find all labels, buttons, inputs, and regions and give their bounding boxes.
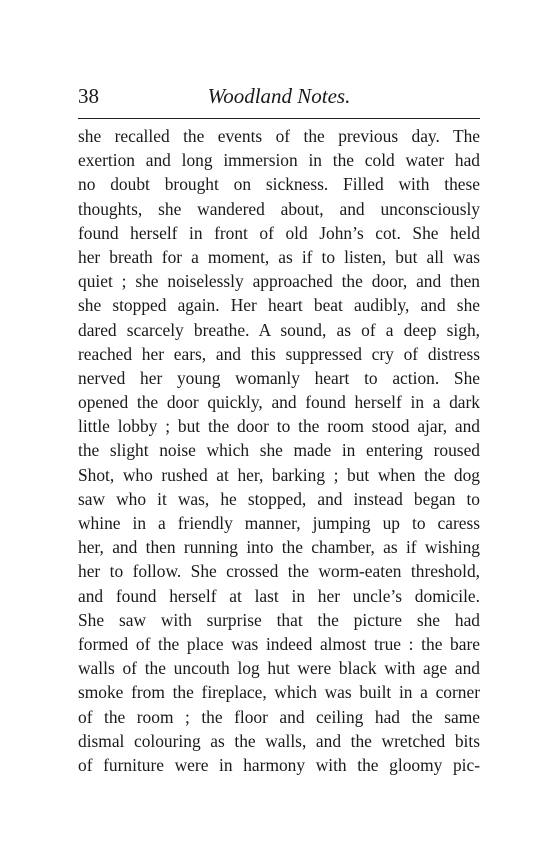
running-title: Woodland Notes. (207, 84, 351, 108)
text-line: She saw with surprise that the picture she had (78, 609, 480, 630)
text-line: and found herself at last in her uncle’s domicile. (78, 585, 480, 606)
text-line: she recalled the events of the previous day. The (78, 126, 480, 146)
page-number: 38 (78, 84, 99, 108)
page-header (78, 82, 480, 116)
text-line: saw who it was, he stopped, and instead began to (78, 488, 480, 509)
text-line: no doubt brought on sickness. Filled with these (78, 174, 480, 195)
text-line: dismal colouring as the walls, and the wretched bits (78, 730, 480, 751)
text-line: formed of the place was indeed almost true : the bare (78, 633, 480, 654)
text-line: quiet ; she noiselessly approached the door, and then (78, 271, 480, 292)
text-line: exertion and long immersion in the cold water had (78, 150, 480, 171)
text-line: her breath for a moment, as if to listen, but all was (78, 246, 480, 267)
text-line: little lobby ; but the door to the room stood ajar, and (78, 416, 480, 437)
text-line: Shot, who rushed at her, barking ; but when the dog (78, 464, 480, 485)
text-line: smoke from the fireplace, which was built in a corner (78, 682, 480, 703)
header-rule (78, 118, 480, 119)
text-line: opened the door quickly, and found herself in a dark (78, 392, 480, 413)
text-line: reached her ears, and this suppressed cry of distress (78, 343, 480, 364)
text-line: of furniture were in harmony with the gloomy pic- (78, 754, 480, 775)
body-text (78, 124, 480, 777)
text-line: her, and then running into the chamber, as if wishing (78, 537, 480, 558)
text-line: thoughts, she wandered about, and unconsciously (78, 198, 480, 219)
text-line: her to follow. She crossed the worm-eaten threshold, (78, 561, 480, 582)
text-line: found herself in front of old John’s cot. She held (78, 222, 480, 243)
text-line: walls of the uncouth log hut were black with age and (78, 658, 480, 679)
text-line: dared scarcely breathe. A sound, as of a deep sigh, (78, 319, 480, 340)
text-line: whine in a friendly manner, jumping up to caress (78, 513, 480, 533)
text-line: nerved her young womanly heart to action. She (78, 367, 480, 388)
text-line: the slight noise which she made in entering roused (78, 440, 480, 461)
text-line: she stopped again. Her heart beat audibly, and she (78, 295, 480, 316)
text-line: of the room ; the floor and ceiling had the same (78, 706, 480, 727)
